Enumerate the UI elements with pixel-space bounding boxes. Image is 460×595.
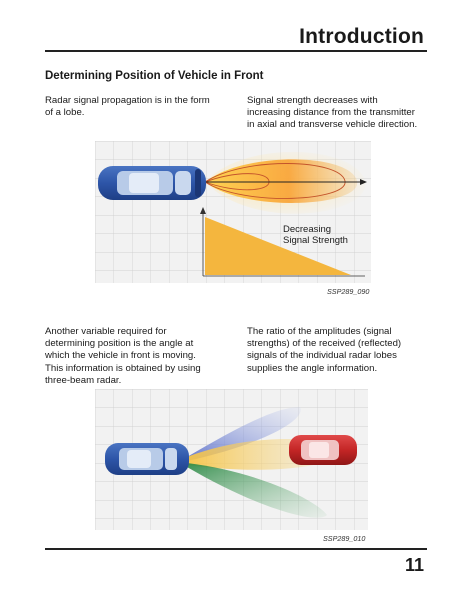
paragraph-amplitude-ratio: The ratio of the amplitudes (signal strengths) of the received (reflected) signals of the individual radar lobes supplies the angle information. bbox=[247, 326, 402, 374]
ego-vehicle-blue bbox=[98, 166, 206, 200]
vehicle-in-front-red bbox=[289, 435, 357, 465]
radar-lobe-diagram bbox=[95, 141, 371, 283]
ego-vehicle-blue bbox=[105, 443, 189, 475]
figure-three-beam-radar bbox=[95, 389, 368, 530]
paragraph-lobe-propagation: Radar signal propagation is in the form of a lobe. bbox=[45, 95, 210, 119]
label-decreasing: Decreasing bbox=[283, 224, 332, 235]
chapter-title: Introduction bbox=[299, 25, 424, 48]
header-divider bbox=[45, 50, 427, 52]
section-title: Determining Position of Vehicle in Front bbox=[45, 70, 264, 82]
paragraph-signal-decrease: Signal strength decreases with increasing distance from the transmitter in axial and transverse vehicle direction. bbox=[247, 95, 418, 131]
paragraph-angle-variable: Another variable required for determining position is the angle at which the vehicle in front is moving. This information is obtained by using three-beam radar. bbox=[45, 326, 201, 386]
three-beam-diagram bbox=[95, 389, 368, 530]
page-number: 11 bbox=[404, 555, 424, 575]
figure1-caption: SSP289_090 bbox=[327, 287, 370, 296]
footer-divider bbox=[45, 548, 427, 550]
figure-radar-lobe bbox=[95, 141, 371, 283]
label-signal-strength: Signal Strength bbox=[283, 235, 348, 246]
figure2-caption: SSP289_010 bbox=[323, 534, 366, 543]
